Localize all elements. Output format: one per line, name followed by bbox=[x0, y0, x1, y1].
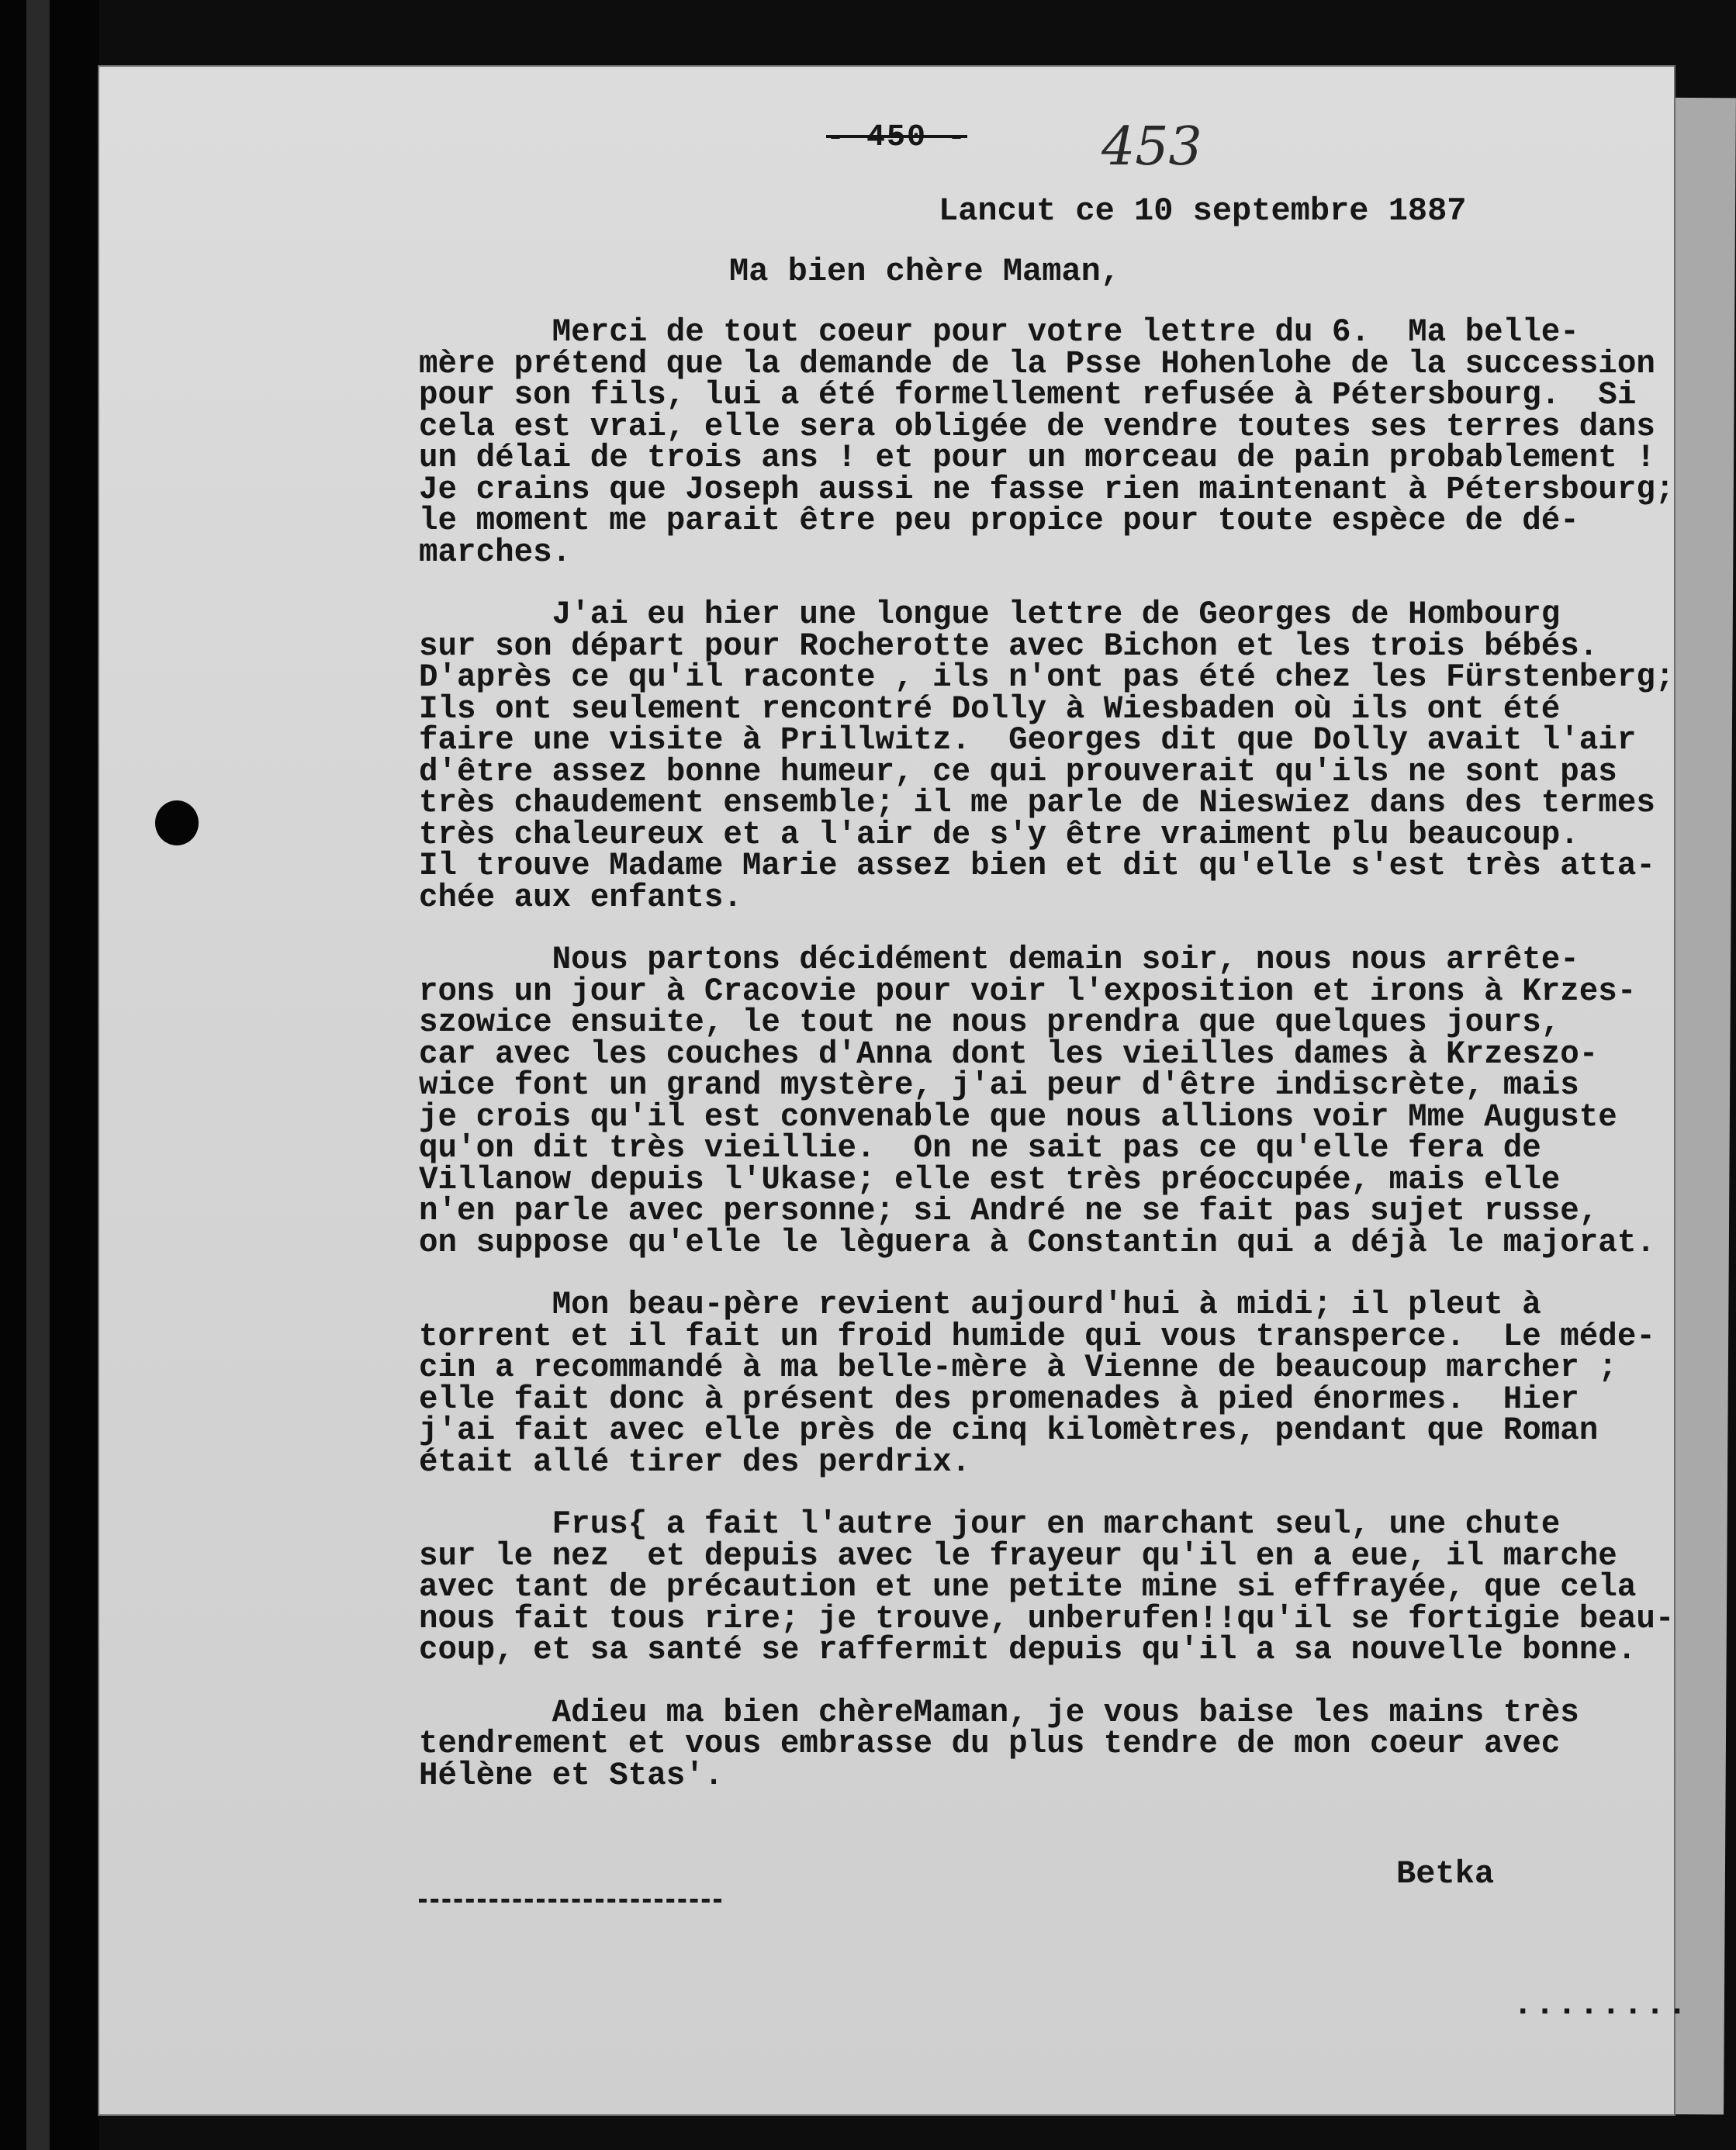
text-line: elle fait donc à présent des promenades à pied énormes. Hier bbox=[419, 1380, 1579, 1418]
salutation: Ma bien chère Maman, bbox=[729, 253, 1121, 290]
text-line: faire une visite à Prillwitz. Georges dit que Dolly avait l'air bbox=[419, 721, 1637, 759]
paragraph bbox=[419, 941, 1655, 1261]
text-line: le moment me parait être peu propice pour toute espèce de dé- bbox=[419, 502, 1579, 539]
text-line: rons un jour à Cracovie pour voir l'exposition et irons à Krzes- bbox=[419, 972, 1637, 1010]
left-film-edge bbox=[0, 0, 99, 2150]
text-line: tendrement et vous embrasse du plus tendre de mon coeur avec bbox=[419, 1725, 1561, 1762]
text-line: Nous partons décidément demain soir, nous nous arrête- bbox=[419, 941, 1579, 978]
text-line: très chaudement ensemble; il me parle de Nieswiez dans des termes bbox=[419, 784, 1655, 821]
paragraph bbox=[419, 313, 1675, 571]
text-line: D'après ce qu'il raconte , ils n'ont pas été chez les Fürstenberg; bbox=[419, 658, 1675, 696]
text-line: Je crains que Joseph aussi ne fasse rien maintenant à Pétersbourg; bbox=[419, 470, 1675, 508]
paragraph bbox=[419, 1505, 1675, 1668]
text-line: chée aux enfants. bbox=[419, 878, 742, 916]
text-line: qu'on dit très vieillie. On ne sait pas ce qu'elle fera de bbox=[419, 1129, 1541, 1167]
text-line: avec tant de précaution et une petite mine si effrayée, que cela bbox=[419, 1568, 1637, 1606]
text-line: on suppose qu'elle le lèguera à Constantin qui a déjà le majorat. bbox=[419, 1223, 1655, 1261]
separator-rule bbox=[419, 1899, 721, 1903]
text-line: Adieu ma bien chèreMaman, je vous baise les mains très bbox=[419, 1693, 1579, 1731]
text-line: était allé tirer des perdrix. bbox=[419, 1443, 971, 1481]
text-line: coup, et sa santé se raffermit depuis qu'il a sa nouvelle bonne. bbox=[419, 1631, 1637, 1668]
text-line: très chaleureux et a l'air de s'y être vraiment plu beaucoup. bbox=[419, 815, 1579, 853]
paragraph bbox=[419, 1286, 1655, 1481]
date-line: Lancut ce 10 septembre 1887 bbox=[939, 192, 1467, 230]
text-line: je crois qu'il est convenable que nous allions voir Mme Auguste bbox=[419, 1097, 1617, 1135]
text-line: j'ai fait avec elle près de cinq kilomètres, pendant que Roman bbox=[419, 1412, 1599, 1449]
text-line: torrent et il fait un froid humide qui vous transperce. Le méde- bbox=[419, 1317, 1655, 1355]
text-line: Il trouve Madame Marie assez bien et dit qu'elle s'est très atta- bbox=[419, 847, 1655, 884]
text-line: sur son départ pour Rocherotte avec Bichon et les trois bébés. bbox=[419, 627, 1599, 665]
text-line: n'en parle avec personne; si André ne se fait pas sujet russe, bbox=[419, 1192, 1599, 1229]
paragraph bbox=[419, 596, 1675, 916]
text-line: szowice ensuite, le tout ne nous prendra que quelques jours, bbox=[419, 1004, 1561, 1041]
typed-page-number: - 450 - bbox=[826, 120, 968, 155]
text-line: car avec les couches d'Anna dont les vieilles dames à Krzeszo- bbox=[419, 1035, 1599, 1073]
punch-hole bbox=[155, 800, 199, 845]
signature: Betka bbox=[1396, 1855, 1495, 1892]
text-line: cela est vrai, elle sera obligée de vendre toutes ses terres dans bbox=[419, 407, 1655, 445]
text-line: Ils ont seulement rencontré Dolly à Wiesbaden où ils ont été bbox=[419, 690, 1561, 728]
trailing-dots: ........ bbox=[1513, 1986, 1689, 2024]
text-line: Hélène et Stas'. bbox=[419, 1756, 724, 1794]
text-line: Merci de tout coeur pour votre lettre du 6. Ma belle- bbox=[419, 313, 1579, 351]
text-line: nous fait tous rire; je trouve, unberufen!!qu'il se fortigie beau- bbox=[419, 1599, 1675, 1637]
letter-body bbox=[419, 313, 1675, 1822]
text-line: Mon beau-père revient aujourd'hui à midi; il pleut à bbox=[419, 1286, 1541, 1323]
text-line: d'être assez bonne humeur, ce qui prouverait qu'ils ne sont pas bbox=[419, 752, 1617, 790]
text-line: pour son fils, lui a été formellement refusée à Pétersbourg. Si bbox=[419, 376, 1637, 413]
text-line: cin a recommandé à ma belle-mère à Vienne de beaucoup marcher ; bbox=[419, 1349, 1617, 1386]
text-line: wice font un grand mystère, j'ai peur d'être indiscrète, mais bbox=[419, 1066, 1579, 1104]
text-line: mère prétend que la demande de la Psse Hohenlohe de la succession bbox=[419, 344, 1655, 382]
text-line: sur le nez et depuis avec le frayeur qu'il en a eue, il marche bbox=[419, 1536, 1617, 1574]
handwritten-page-number: 453 bbox=[1101, 116, 1202, 178]
text-line: Villanow depuis l'Ukase; elle est très préoccupée, mais elle bbox=[419, 1160, 1561, 1198]
paragraph bbox=[419, 1693, 1641, 1794]
text-line: marches. bbox=[419, 533, 572, 571]
text-line: J'ai eu hier une longue lettre de Georges de Hombourg bbox=[419, 596, 1561, 633]
text-line: Frus{ a fait l'autre jour en marchant seul, une chute bbox=[419, 1505, 1561, 1543]
text-line: un délai de trois ans ! et pour un morceau de pain probablement ! bbox=[419, 439, 1655, 476]
